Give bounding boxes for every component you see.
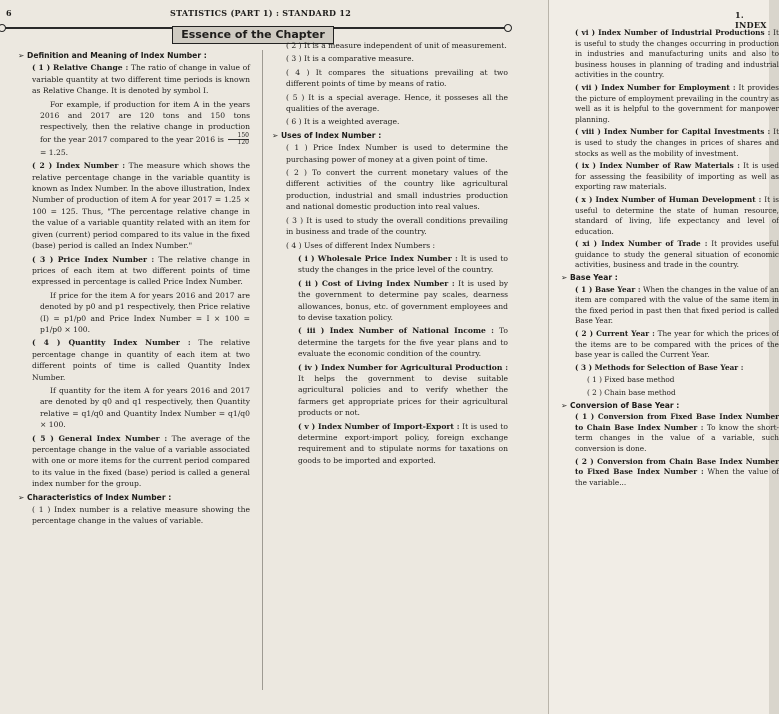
base-year-heading-text: Base Year : [570,273,618,283]
use-subitem-label: ( vii ) Index Number for Employment : [575,82,736,92]
quantity-index-text: The relative percentage change in quantity of each item at two different points of time is called Quantity Index Number. [32,338,251,382]
characteristic-item: ( 1 ) Index number is a relative measure showing the percentage change in the values of variable. [32,505,250,526]
quantity-index-label: ( 4 ) Quantity Index Number : [32,338,191,348]
use-subitem-text: It provides useful guidance to study the general situation of economic activities, business and trade in the country. [575,239,779,270]
use-subitem [272,421,508,467]
use-subitem-text: It is used to study the changes in the price level of the country. [298,253,508,275]
right-page-title: 1. INDEX [735,10,767,30]
use-subitem-label: ( xi ) Index Number of Trade : [575,239,708,249]
definition-heading-text: Definition and Meaning of Index Number : [27,51,207,60]
relative-change-para [18,62,250,96]
relative-change-result: = 1.25. [40,147,69,157]
current-year-text: The year for which the prices of the items are to be compared with the prices of the base year is called the Current Year. [575,329,779,360]
arrow-right-icon: ➢ [18,492,28,502]
use-subitem-text: It is used for assessing the feasibility of importing as well as exporting raw materials. [575,161,779,192]
characteristic-item: ( 3 ) It is a comparative measure. [286,54,414,64]
definition-heading [18,50,250,61]
column-3 [561,28,779,490]
conversion-para [561,457,779,489]
uses-heading [272,130,508,141]
index-number-label: ( 2 ) Index Number : [32,161,126,171]
use-subitem [561,28,779,81]
use-subitem-label: ( ix ) Index Number of Raw Materials : [575,161,740,171]
use-subitem-label: ( iii ) Index Number of National Income : [298,326,494,336]
use-subitem-text: It is used by the government to determine pay scales, dearness allowances, bonus, etc. of government employees and to devise taxation policy. [298,278,508,322]
conversion-para [561,412,779,454]
use-subitem [561,127,779,159]
conversion-heading-text: Conversion of Base Year : [570,400,680,410]
use-subitem-text: It is useful to determine the state of human resource, standard of living, life expectancy and level of education. [575,194,779,236]
base-year-heading [561,273,779,284]
conversion-text: When the value of the variable... [575,467,779,487]
uses-heading-text: Uses of Index Number : [281,130,382,140]
column-2 [272,40,508,468]
band-dot-left [0,24,6,32]
band-dot-right [504,24,512,32]
relative-change-text: The ratio of change in value of variable quantity at two different time periods is known as Relative Change. It is denoted by symbol I. [32,63,250,96]
base-year-para [561,285,779,327]
use-item: ( 2 ) To convert the current monetary values of the different activities of the country like agricultural production, industrial and small industries production and national domestic production into real values. [286,168,508,212]
conversion-text: To know the short-term changes in the value of a variable, such conversion is done. [575,422,779,453]
arrow-right-icon: ➢ [561,273,571,283]
relative-change-label: ( 1 ) Relative Change : [32,63,129,73]
base-year-label: ( 1 ) Base Year : [575,284,641,294]
relative-change-example-text: For example, if production for item A in the years 2016 and 2017 are 120 tons and 150 tons respectively, then the relative change in production for the year 2017 compared to the year 2016 is [40,99,250,144]
use-subitem-label: ( i ) Wholesale Price Index Number : [298,253,458,263]
characteristic-item: ( 4 ) It compares the situations prevailing at two different points of time by means of ratio. [286,67,508,89]
characteristics-heading-text: Characteristics of Index Number : [27,492,172,502]
quantity-index-para [18,337,250,383]
use-subitem [561,83,779,125]
use-subitem-label: ( iv ) Index Number for Agricultural Production : [298,362,508,372]
methods-para [561,363,779,374]
column-1 [18,50,250,529]
use-subitem [272,253,508,276]
fraction-denominator: 120 [237,139,249,147]
index-number-para [18,160,250,251]
use-subitem-label: ( v ) Index Number of Import-Export : [298,421,460,431]
use-subitem-text: It is used to determine export-import policy, foreign exchange requirement and to stipulate norms for taxations on goods to be imported and exported. [298,421,508,465]
base-year-text: When the changes in the value of an item are compared with the value of the same item in the fixed period in past then that fixed period is called Base Year. [575,284,779,326]
use-subitem [561,161,779,193]
characteristic-item: ( 2 ) It is a measure independent of unit of measurement. [286,41,507,50]
method-item: ( 2 ) Chain base method [587,388,676,397]
book-page-right [548,0,779,714]
use-subitem-text: It is useful to study the changes occurring in production in industries and manufacturing units and also to business houses in planning of trading and industrial activities in the country. [575,28,779,80]
general-index-label: ( 5 ) General Index Number : [32,433,168,443]
column-divider-1 [262,50,263,690]
use-subitem [272,278,508,324]
use-subitem [272,362,508,419]
use-subitem-text: To determine the targets for the five year plans and to evaluate the economic condition of the country. [298,326,508,359]
relative-change-example [18,99,250,159]
general-index-text: The average of the percentage change in the value of a variable associated with one or more items for the current period compared to its value in the fixed (base) period is called a general index number for the group. [32,433,250,489]
ratio-fraction [228,133,249,147]
use-subitem-label: ( vi ) Index Number of Industrial Productions : [575,28,771,37]
running-title: STATISTICS (PART 1) : STANDARD 12 [170,8,352,18]
general-index-para [18,433,250,490]
price-index-text: The relative change in prices of each item at two different points of time expressed in percentage is called Price Index Number. [32,254,250,287]
conversion-label: ( 1 ) Conversion from Fixed Base Index Number to Chain Base Index Number : [575,412,779,432]
fraction-numerator: 150 [228,133,249,141]
price-index-example: If price for the item A for years 2016 and 2017 are denoted by p0 and p1 respectively, then Price relative (I) = p1/p0 and Price Index Number = I × 100 = p1/p0 × 100. [40,290,250,334]
characteristic-item: ( 5 ) It is a special average. Hence, it posseses all the qualities of the average. [286,92,508,114]
characteristics-heading [18,492,250,503]
use-subitem-label: ( x ) Index Number of Human Development : [575,194,762,204]
use-subitem-label: ( ii ) Cost of Living Index Number : [298,278,455,288]
use-subitem [272,325,508,359]
use-subitem [561,239,779,271]
conversion-label: ( 2 ) Conversion from Chain Base Index Number to Fixed Base Index Number : [575,456,779,477]
use-subitem-text: It helps the government to devise suitable agricultural policies and to verify whether the farmers get appropriate prices for their agricultural products or not. [298,373,508,418]
price-index-para [18,254,250,288]
quantity-index-example: If quantity for the item A for years 2016 and 2017 are denoted by q0 and q1 respectively, then Quantity relative = q1/q0 and Quantity Index Number = q1/q0 × 100. [40,385,250,430]
use-subitem-label: ( viii ) Index Number for Capital Investments : [575,127,771,137]
use-item: ( 1 ) Price Index Number is used to determine the purchasing power of money at a given point of time. [286,143,508,164]
conversion-heading [561,401,779,412]
use-subitem-text: It is used to study the changes in prices of shares and stocks as well as the mobility of investment. [575,127,779,158]
chapter-title: Essence of the Chapter [172,26,334,44]
use-subitem [561,195,779,237]
arrow-right-icon: ➢ [18,51,28,60]
index-number-text: The measure which shows the relative percentage change in the variable quantity is known as Index Number. In the above illustration, Index Number of production of item A for year 2017 = 1.25 × 100 = 125. Thus, "The percentage relative change in the value of a variable quantity related with an item for given (current) period compared to its value in the fixed (base) period is called an Index Number." [32,161,250,251]
use-item: ( 3 ) It is used to study the overall conditions prevailing in business and trade of the country. [286,215,508,237]
use-subitem-text: It provides the picture of employment prevailing in the country as well as it is helpful to the government for manpower planning. [575,82,779,124]
characteristic-item: ( 6 ) It is a weighted average. [286,117,400,127]
methods-label: ( 3 ) Methods for Selection of Base Year : [575,362,744,372]
use-item: ( 4 ) Uses of different Index Numbers : [286,240,436,250]
arrow-right-icon: ➢ [561,400,571,410]
price-index-label: ( 3 ) Price Index Number : [32,254,155,264]
method-item: ( 1 ) Fixed base method [587,375,675,385]
page-number: 6 [6,8,12,18]
current-year-label: ( 2 ) Current Year : [575,329,655,339]
arrow-right-icon: ➢ [272,130,282,140]
current-year-para [561,329,779,361]
